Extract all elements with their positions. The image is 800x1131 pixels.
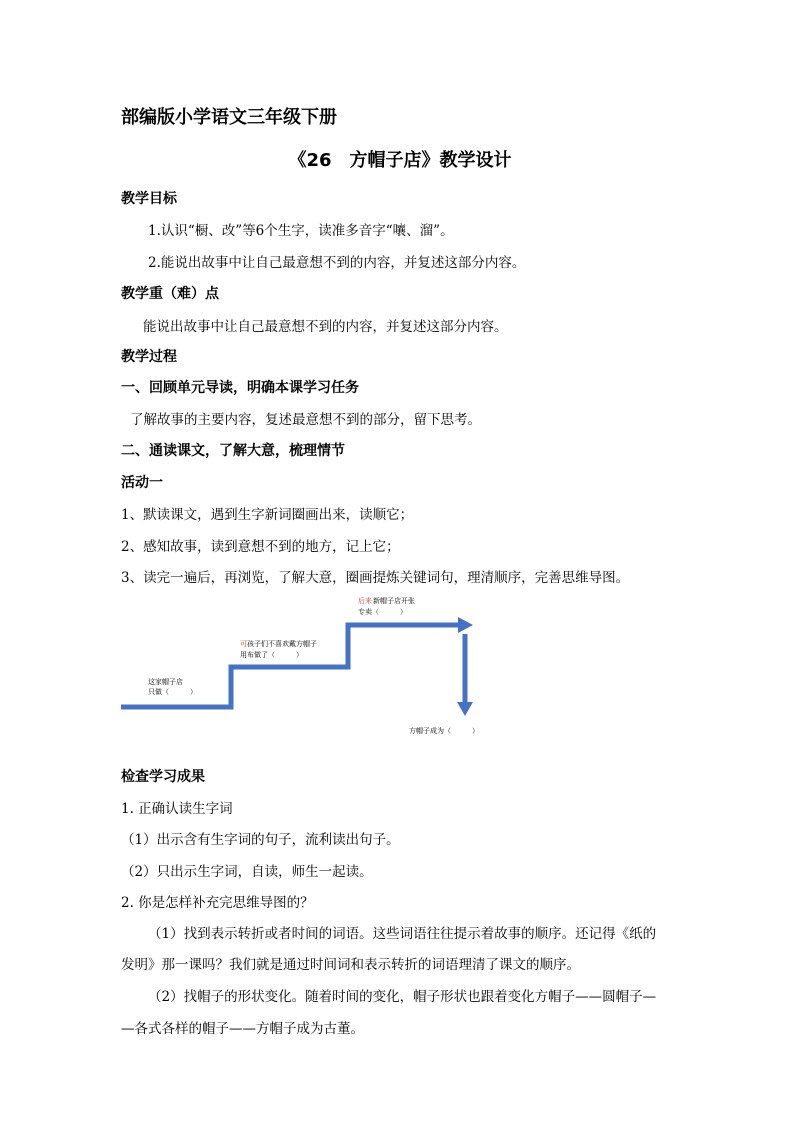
step3-marker: 后来 xyxy=(358,598,372,605)
key-points-heading: 教学重（难）点 xyxy=(121,286,219,302)
lesson-title: 《26 方帽子店》教学设计 xyxy=(288,150,512,171)
down-arrow-head xyxy=(457,702,473,716)
step-1: 1、默读课文，遇到生字新词圈画出来，读顺它； xyxy=(121,507,414,523)
check-q2-a-2: 发明》那一课吗？我们就是通过时间词和表示转折的词语理清了课文的顺序。 xyxy=(121,957,580,973)
activity-label: 活动一 xyxy=(121,475,163,491)
check-q2-b-1: （2）找帽子的形状变化。随着时间的变化，帽子形状也跟着变化方帽子——圆帽子— xyxy=(148,989,657,1005)
result-text: 方帽子成为（ ） xyxy=(409,728,479,735)
step-2: 2、感知故事，读到意想不到的地方，记上它； xyxy=(121,539,400,555)
goal-item-2: 2.能说出故事中让自己最意想不到的内容，并复述这部分内容。 xyxy=(148,255,526,271)
check-q2: 2. 你是怎样补充完思维导图的？ xyxy=(121,895,314,911)
goals-heading: 教学目标 xyxy=(121,191,177,207)
check-heading: 检查学习成果 xyxy=(121,769,205,785)
check-q2-a-1: （1）找到表示转折或者时间的词语。这些词语往往提示着故事的顺序。还记得《纸的 xyxy=(148,926,657,942)
check-q1: 1. 正确认读生字词 xyxy=(121,801,233,817)
goal-item-1: 1.认识“橱、改”等6个生字，读准多音字“嚷、溜”。 xyxy=(148,223,454,239)
step2-line2: 用布做了（ ） xyxy=(240,652,303,659)
document-header: 部编版小学语文三年级下册 xyxy=(121,107,337,128)
step-3: 3、读完一遍后，再浏览，了解大意，圈画提炼关键词句，理清顺序，完善思维导图。 xyxy=(121,570,630,586)
step1-line1: 这家帽子店 xyxy=(148,679,183,686)
check-q1-b: （2）只出示生字词，自读，师生一起读。 xyxy=(121,864,373,880)
key-points-text: 能说出故事中让自己最意想不到的内容，并复述这部分内容。 xyxy=(143,319,508,335)
step3-line1: 新帽子店开张 xyxy=(373,598,415,605)
step2-marker: 可 xyxy=(240,641,247,648)
process-heading: 教学过程 xyxy=(121,349,177,365)
step3-line2: 专卖（ ） xyxy=(358,609,407,616)
step2-line1: 孩子们不喜欢戴方帽子 xyxy=(247,641,317,648)
check-q2-b-2: —各式各样的帽子——方帽子成为古董。 xyxy=(121,1021,364,1037)
part1-heading: 一、回顾单元导读，明确本课学习任务 xyxy=(121,380,359,396)
step1-line2: 只做（ ） xyxy=(148,689,197,696)
part1-text: 了解故事的主要内容，复述最意想不到的部分，留下思考。 xyxy=(130,412,481,428)
right-arrow-head xyxy=(458,617,473,633)
check-q1-a: （1）出示含有生字词的句子，流利读出句子。 xyxy=(121,832,400,848)
part2-heading: 二、通读课文，了解大意，梳理情节 xyxy=(121,443,345,459)
